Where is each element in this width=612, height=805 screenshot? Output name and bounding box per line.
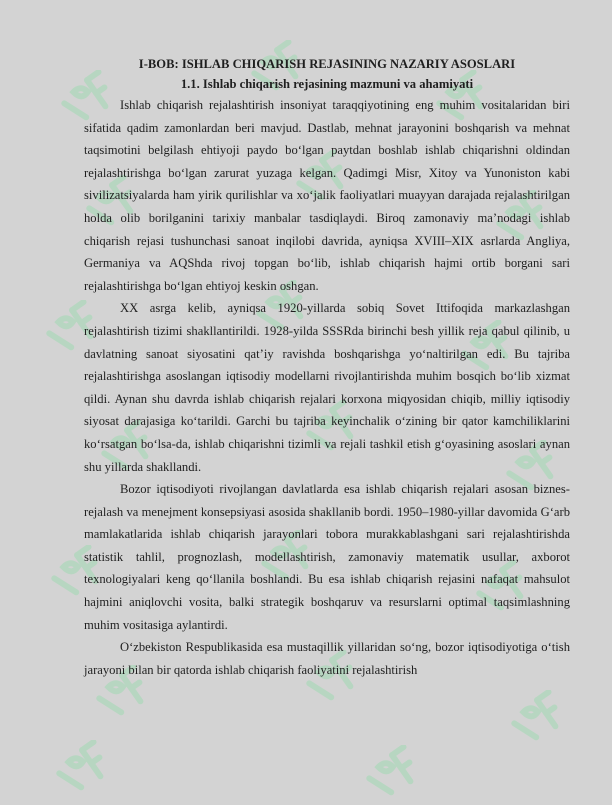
paragraph-1: Ishlab chiqarish rejalashtirish insoniyat taraqqiyotining eng muhim vositalaridan biri sifatida qadim zamonlardan beri mavjud. Dastlab, mehnat jarayonini boshqarish va mehnat taqsimotini belgilash ehtiyoji paydo bo‘lgan paytdan boshlab ishlab chiqarishni oldindan rejalashtirishga bo‘lgan zarurat yuzaga kelgan. Qadimgi Misr, Xitoy va Yunoniston kabi sivilizatsiyalarda ham yirik qurilishlar va xo‘jalik faoliyatlari muayyan darajada rejalashtirilgan holda olib borilganini tarixiy manbalar tasdiqlaydi. Biroq zamonaviy ma’nodagi ishlab chiqarish rejasi tushunchasi sanoat inqilobi davrida, ayniqsa XVIII–XIX asrlarda Angliya, Germaniya va AQShda rivoj topgan bo‘lib, ishlab chiqarish hajmi ortib borgani sari rejalashtirishga bo‘lgan ehtiyoj keskin oshgan. — [84, 98, 570, 293]
document-page — [84, 56, 570, 681]
paragraph-4: O‘zbekiston Respublikasida esa mustaqillik yillaridan so‘ng, bozor iqtisodiyotiga o‘tish jarayoni bilan bir qatorda ishlab chiqarish faoliyatini rejalashtirish — [84, 640, 570, 677]
watermark-logo — [50, 740, 120, 800]
chapter-title: I-BOB: ISHLAB CHIQARISH REJASINING NAZARIY ASOSLARI — [138, 57, 516, 71]
paragraph-2: XX asrga kelib, ayniqsa 1920-yillarda sobiq Sovet Ittifoqida markazlashgan rejalashtirish tizimi shakllantirildi. 1928-yilda SSSRda birinchi besh yillik reja qabul qilinib, u davlatning sanoat siyosatini qat’iy ravishda boshqarishga yo‘naltirilgan edi. Bu tajriba rejalashtirishga asoslangan iqtisodiy modellarni rivojlantirishda muhim bosqich bo‘lib xizmat qildi. Aynan shu davrda ishlab chiqarish rejalari korxona miqyosidan chiqib, milliy iqtisodiy siyosat darajasiga ko‘tarildi. Garchi bu tajriba keyinchalik o‘zining bir qator kamchiliklarini ko‘rsatgan bo‘lsa-da, ishlab chiqarishni tizimli va rejali tashkil etish g‘oyasining asoslari aynan shu yillarda shakllandi. — [84, 301, 570, 474]
section-title: 1.1. Ishlab chiqarish rejasining mazmuni va ahamiyati — [180, 77, 474, 91]
watermark-logo — [360, 745, 430, 805]
watermark-logo — [505, 690, 575, 750]
paragraph-3: Bozor iqtisodiyoti rivojlangan davlatlarda esa ishlab chiqarish rejalari asosan biznes-rejalash va menejment konsepsiyasi asosida shakllanib bordi. 1950–1980-yillar davomida G‘arb mamlakatlarida ishlab chiqarish jarayonlari tobora murakkablashgani sari rejalashtirishda statistik tahlil, prognozlash, modellashtirish, zamonaviy matematik usullar, axborot texnologiyalari keng qo‘llanila boshlandi. Bu esa ishlab chiqarish rejasini nafaqat mahsulot hajmini aniqlovchi vosita, balki strategik boshqaruv va resurslarni optimal taqsimlashning muhim vositasiga aylantirdi. — [84, 482, 570, 632]
